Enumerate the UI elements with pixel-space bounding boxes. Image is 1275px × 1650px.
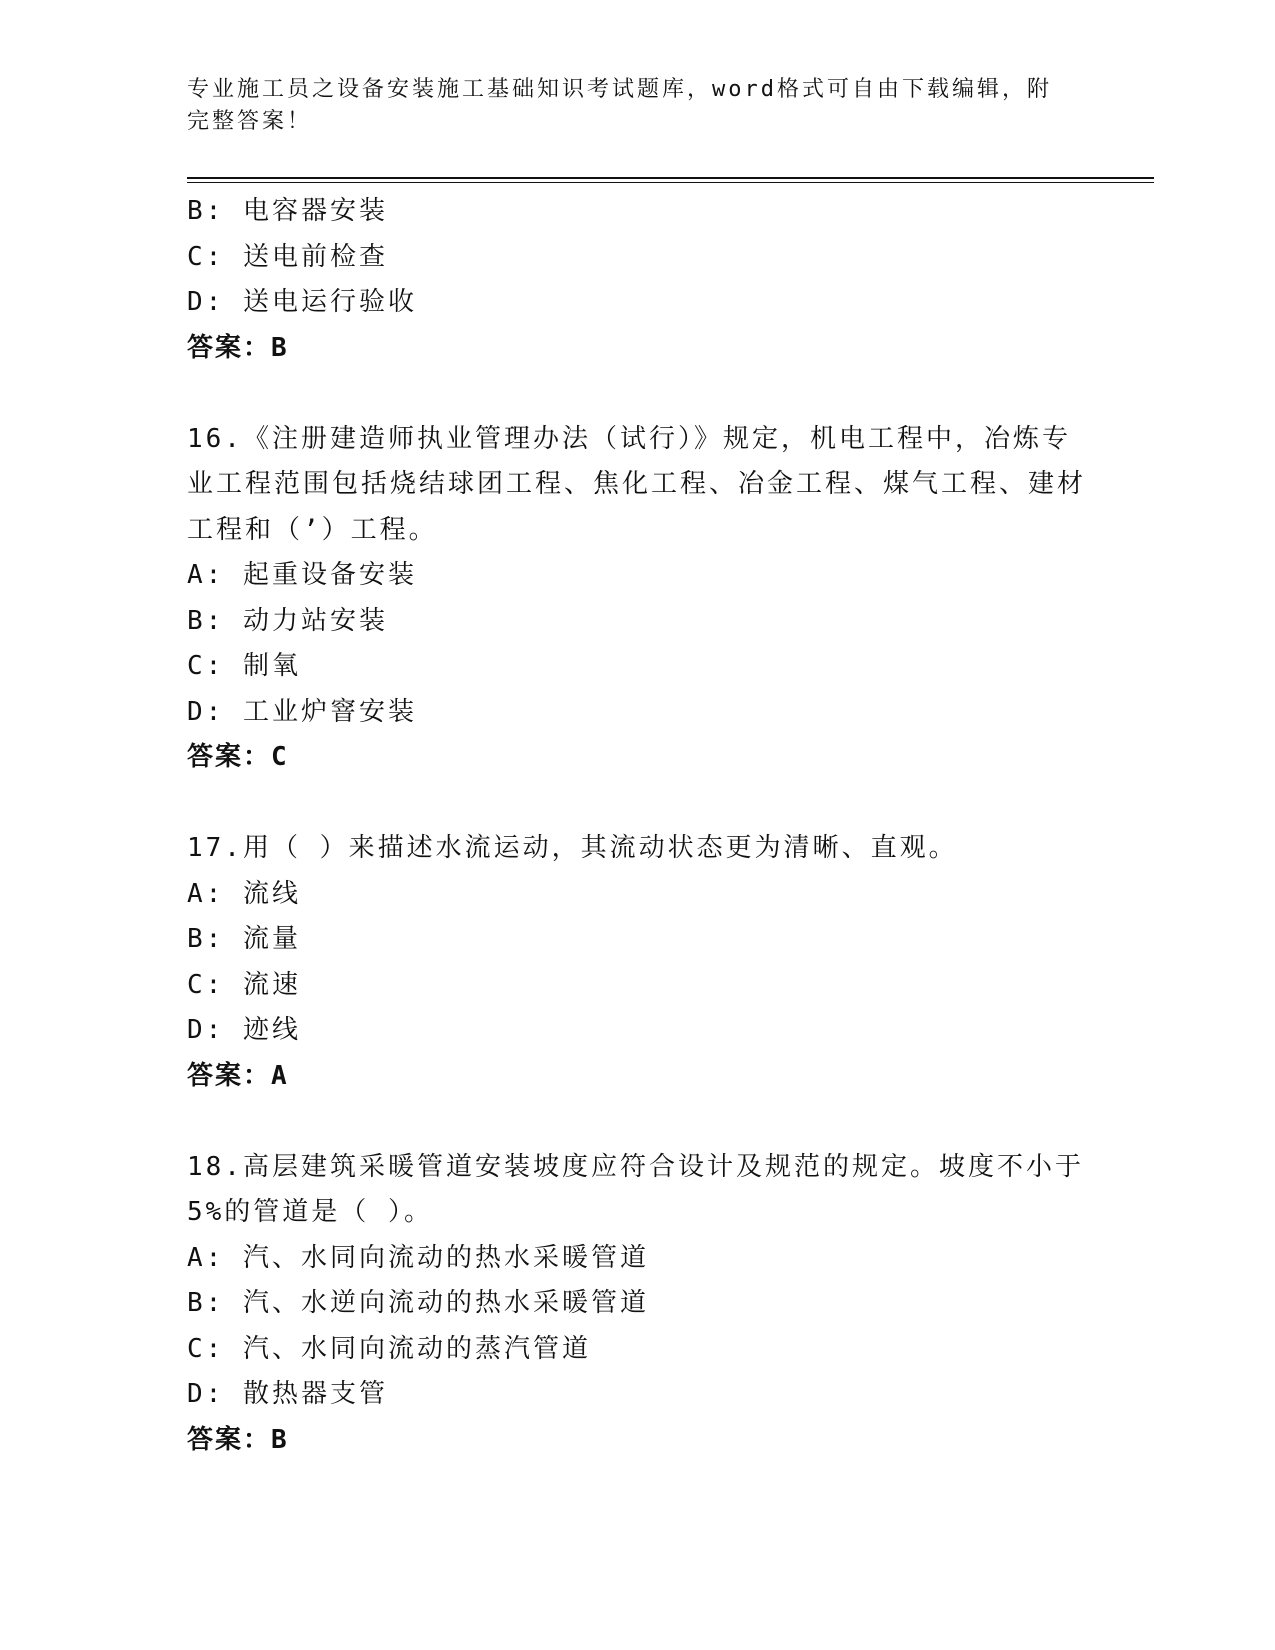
- option-b: B: 动力站安装: [187, 605, 388, 636]
- answer-line: 答案：A: [187, 1060, 289, 1091]
- question-16: [187, 417, 1087, 781]
- answer-line: 答案：B: [187, 332, 289, 363]
- option-d: D: 散热器支管: [187, 1379, 388, 1409]
- answer-line: 答案：B: [187, 1424, 289, 1455]
- header-divider-thick: [187, 177, 1154, 179]
- option-b: B: 流量: [187, 924, 301, 954]
- option-a: A: 流线: [187, 878, 301, 909]
- question-17: [187, 826, 1087, 1099]
- question-stem: 16.《注册建造师执业管理办法（试行）》规定，机电工程中，冶炼专业工程范围包括烧结球团工程、焦化工程、冶金工程、煤气工程、建材工程和（’）工程。: [187, 423, 1087, 545]
- option-d: D: 迹线: [187, 1015, 301, 1045]
- option-c: C: 汽、水同向流动的蒸汽管道: [187, 1333, 591, 1364]
- question-18: [187, 1145, 1087, 1464]
- option-d: D: 工业炉窨安装: [187, 696, 417, 727]
- question-continued: [187, 189, 1087, 371]
- option-a: A: 汽、水同向流动的热水采暖管道: [187, 1242, 649, 1273]
- option-b: B: 汽、水逆向流动的热水采暖管道: [187, 1288, 649, 1318]
- question-stem: 17.用（ ）来描述水流运动，其流动状态更为清晰、直观。: [187, 833, 958, 863]
- document-body: [187, 189, 1087, 1463]
- option-c: C: 制氧: [187, 651, 301, 681]
- option-d: D: 送电运行验收: [187, 287, 417, 317]
- answer-line: 答案：C: [187, 742, 289, 772]
- header-divider-thin: [187, 182, 1154, 183]
- option-c: C: 流速: [187, 969, 301, 1000]
- option-b: B: 电容器安装: [187, 196, 388, 226]
- option-c: C: 送电前检查: [187, 241, 388, 272]
- document-header: 专业施工员之设备安装施工基础知识考试题库，word格式可自由下载编辑，附完整答案！: [187, 77, 1052, 134]
- question-stem: 18.高层建筑采暖管道安装坡度应符合设计及规范的规定。坡度不小于5%的管道是（ ）。: [187, 1151, 1084, 1227]
- option-a: A: 起重设备安装: [187, 560, 417, 590]
